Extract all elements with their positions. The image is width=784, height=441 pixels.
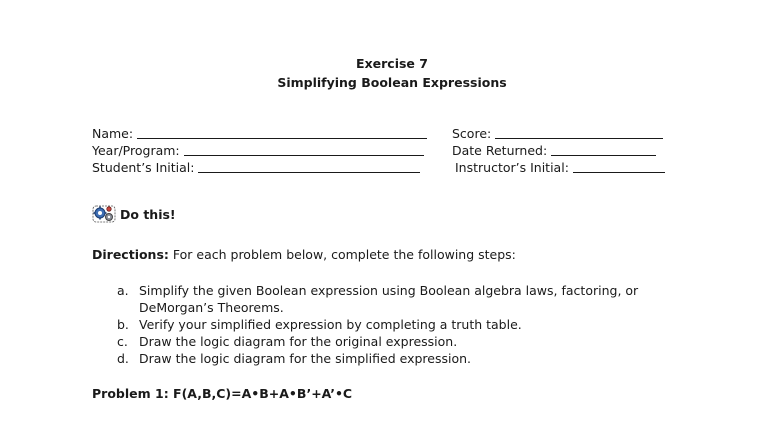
name-field [92, 126, 427, 141]
date-returned-field [452, 143, 656, 158]
gears-icon [92, 204, 116, 224]
name-label: Name: [92, 126, 134, 141]
step-text: Simplify the given Boolean expression using Boolean algebra laws, factoring, or DeMorgan’s Theorems. [139, 283, 639, 315]
directions-label: Directions: [92, 247, 169, 262]
instructor-initial-blank[interactable] [573, 160, 665, 173]
list-item [117, 282, 697, 316]
problem-1: Problem 1: F(A,B,C)=A•B+A•B’+A’•C [92, 386, 353, 401]
instructor-initial-field [455, 160, 665, 175]
instructor-initial-label: Instructor’s Initial: [455, 160, 569, 175]
date-returned-blank[interactable] [551, 143, 656, 156]
step-letter: d. [117, 351, 129, 366]
year-program-label: Year/Program: [92, 143, 180, 158]
student-initial-field [92, 160, 420, 175]
directions-text: For each problem below, complete the following steps: [168, 247, 516, 262]
name-blank[interactable] [137, 126, 427, 139]
step-letter: a. [117, 283, 129, 298]
score-field [452, 126, 663, 141]
date-returned-label: Date Returned: [452, 143, 548, 158]
step-text: Verify your simplified expression by completing a truth table. [139, 317, 522, 332]
year-program-field [92, 143, 424, 158]
steps-list [117, 282, 697, 367]
step-letter: c. [117, 334, 128, 349]
exercise-title: Exercise 7 [356, 56, 428, 71]
step-text: Draw the logic diagram for the original expression. [139, 334, 458, 349]
score-label: Score: [452, 126, 492, 141]
directions [92, 247, 516, 262]
list-item [117, 333, 697, 350]
step-text: Draw the logic diagram for the simplified expression. [139, 351, 471, 366]
student-initial-blank[interactable] [198, 160, 420, 173]
score-blank[interactable] [495, 126, 663, 139]
year-program-blank[interactable] [184, 143, 424, 156]
list-item [117, 316, 697, 333]
exercise-subtitle: Simplifying Boolean Expressions [277, 75, 507, 90]
list-item [117, 350, 697, 367]
student-initial-label: Student’s Initial: [92, 160, 195, 175]
do-this-label: Do this! [120, 206, 176, 222]
step-letter: b. [117, 317, 129, 332]
do-this-heading [92, 204, 176, 224]
